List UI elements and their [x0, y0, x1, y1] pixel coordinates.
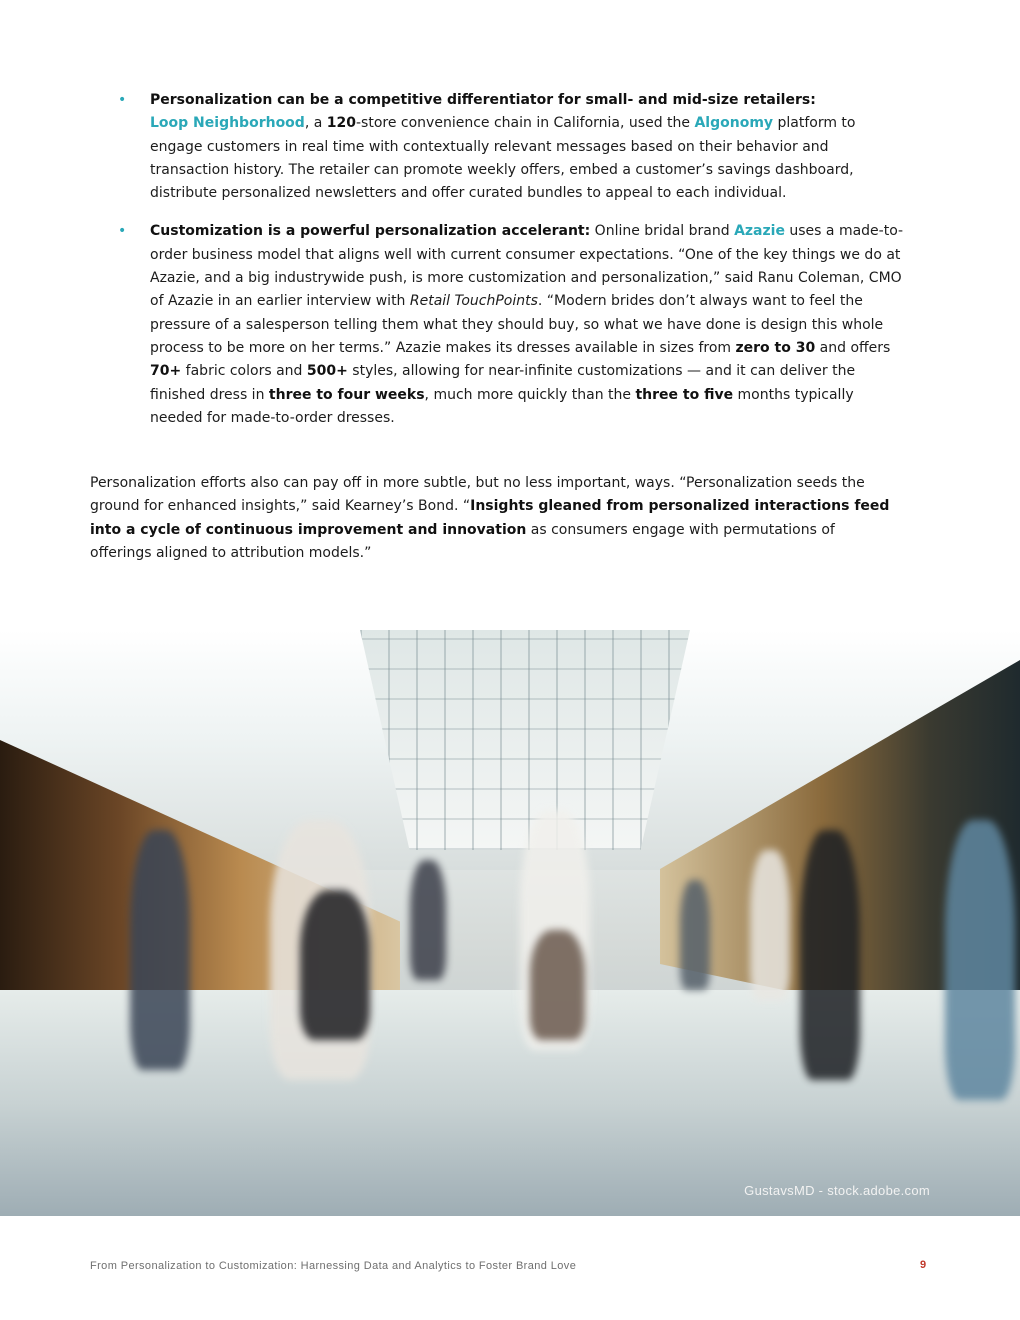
body-text: styles, allowing for near-infinite customizations — and it can deliver the finished dress in — [150, 363, 856, 403]
emphasis-colors: 70+ — [150, 363, 182, 380]
photo-credit: GustavsMD - stock.adobe.com — [744, 1183, 930, 1198]
photo-skylight — [360, 630, 690, 850]
photo-shopper — [530, 930, 585, 1040]
body-paragraph — [90, 472, 900, 565]
bullet-icon: • — [118, 92, 127, 108]
body-text: and offers — [815, 339, 891, 356]
body-text: , much more quickly than the — [424, 386, 636, 403]
brand-algonomy: Algonomy — [694, 115, 774, 132]
bullet-lead: Personalization can be a competitive differentiator for small- and mid-size retailers: — [150, 92, 816, 108]
bullet-item-azazie — [118, 220, 908, 430]
emphasis-months: three to five — [635, 386, 734, 403]
body-text: . “Modern brides don’t always want to feel the pressure of a salesperson telling them what they should buy, so what we have done is design this whole process to be more on her terms.” Azazie makes its dresses available in sizes from — [150, 293, 884, 356]
bullet-item-loop-neighborhood — [118, 89, 908, 205]
photo-shopper — [300, 890, 370, 1040]
body-text: platform to engage customers in real time with contextually relevant messages based on their behavior and transaction history. The retailer can promote weekly offers, embed a customer’s savings dashboard, distribute personalized newsletters and offer curated bundles to appeal to each individual. — [150, 115, 856, 202]
photo-shopper — [800, 830, 860, 1080]
body-text: as consumers engage with permutations of offerings aligned to attribution models.” — [90, 521, 835, 561]
emphasis-styles: 500+ — [306, 363, 348, 380]
bullet-lead: Customization is a powerful personalization accelerant: — [150, 223, 591, 240]
photo-shopper — [130, 830, 190, 1070]
body-text: Personalization efforts also can pay off in more subtle, but no less important, ways. “Personalization seeds the ground for enhanced insights,” said Kearney’s Bond. “ — [90, 475, 865, 515]
mall-photo — [0, 630, 1020, 1216]
photo-shopper — [680, 880, 710, 990]
bullet-list — [118, 89, 908, 445]
photo-shopper — [945, 820, 1015, 1100]
body-text: months typically needed for made-to-order dresses. — [150, 386, 854, 426]
body-text: -store convenience chain in California, used the — [356, 115, 695, 132]
body-text: fabric colors and — [181, 363, 307, 380]
body-text: uses a made-to-order business model that aligns well with current consumer expectations. “One of the key things we do at Azazie, and a big industrywide push, is more customization and personalization,” said Ranu Coleman, CMO of Azazie in an earlier interview with — [150, 223, 904, 310]
body-text: , a — [304, 115, 327, 132]
emphasis-insights: Insights gleaned from personalized interactions feed into a cycle of continuous improvement and innovation — [90, 498, 890, 538]
publication-name: Retail TouchPoints — [409, 293, 538, 310]
body-text: Online bridal brand — [590, 223, 735, 240]
emphasis-weeks: three to four weeks — [268, 386, 425, 403]
bullet-icon: • — [118, 223, 127, 240]
emphasis-sizes: zero to 30 — [735, 339, 816, 356]
brand-loop-neighborhood: Loop Neighborhood — [150, 115, 305, 132]
footer-title: From Personalization to Customization: Harnessing Data and Analytics to Foster Brand Love — [90, 1260, 577, 1272]
emphasis-store-count: 120 — [326, 115, 356, 132]
photo-shopper — [410, 860, 446, 980]
page-number: 9 — [920, 1259, 927, 1271]
brand-azazie: Azazie — [734, 223, 785, 240]
photo-shopper — [750, 850, 790, 1000]
